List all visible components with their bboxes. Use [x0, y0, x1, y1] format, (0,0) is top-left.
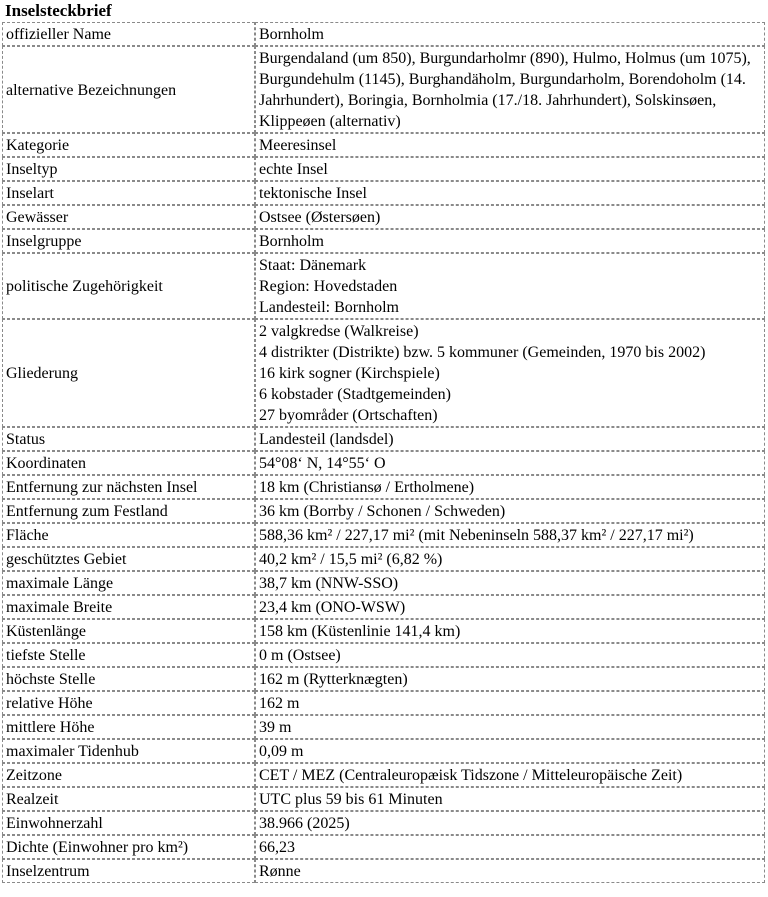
- row-value: CET / MEZ (Centraleuropæisk Tidszone / Mitteleuropäische Zeit): [255, 763, 765, 787]
- row-value: 23,4 km (ONO-WSW): [255, 595, 765, 619]
- row-label: Fläche: [2, 523, 255, 547]
- row-value: tektonische Insel: [255, 181, 765, 205]
- row-value: 0,09 m: [255, 739, 765, 763]
- row-label: Dichte (Einwohner pro km²): [2, 835, 255, 859]
- row-label: Küstenlänge: [2, 619, 255, 643]
- row-value: Ostsee (Østersøen): [255, 205, 765, 229]
- row-label: Entfernung zum Festland: [2, 499, 255, 523]
- row-label: maximaler Tidenhub: [2, 739, 255, 763]
- row-value-line: Region: Hovedstaden: [259, 278, 398, 295]
- row-value: 38.966 (2025): [255, 811, 765, 835]
- row-label: Status: [2, 427, 255, 451]
- table-row: [2, 22, 765, 46]
- table-row: [2, 547, 765, 571]
- table-row: [2, 763, 765, 787]
- row-value: Bornholm: [255, 229, 765, 253]
- table-row: [2, 133, 765, 157]
- row-value: [255, 319, 765, 427]
- page-title: Inselsteckbrief: [5, 1, 112, 20]
- row-value: 54°08‘ N, 14°55‘ O: [255, 451, 765, 475]
- row-label: mittlere Höhe: [2, 715, 255, 739]
- table-row: [2, 475, 765, 499]
- row-label: höchste Stelle: [2, 667, 255, 691]
- row-label: Zeitzone: [2, 763, 255, 787]
- row-label: Gliederung: [2, 319, 255, 427]
- table-row: [2, 523, 765, 547]
- row-value-line: Staat: Dänemark: [259, 257, 367, 274]
- row-value: 0 m (Ostsee): [255, 643, 765, 667]
- table-row: [2, 811, 765, 835]
- row-label: Realzeit: [2, 787, 255, 811]
- table-row: [2, 571, 765, 595]
- row-value: Burgendaland (um 850), Burgundarholmr (890), Hulmo, Holmus (um 1075), Burgundehulm (1145), Burghandäholm, Burgundarholm, Borendoholm (14. Jahrhundert), Boringia, Bornholmia (17./18. Jahrhundert), Solskinsøen, Klippeøen (alternativ): [255, 46, 765, 133]
- row-value: 36 km (Borrby / Schonen / Schweden): [255, 499, 765, 523]
- table-row: [2, 691, 765, 715]
- row-label: Entfernung zur nächsten Insel: [2, 475, 255, 499]
- row-label: tiefste Stelle: [2, 643, 255, 667]
- row-label: Gewässer: [2, 205, 255, 229]
- row-value: 162 m (Rytterknægten): [255, 667, 765, 691]
- table-row: [2, 643, 765, 667]
- row-label: Inselzentrum: [2, 859, 255, 883]
- row-value: 39 m: [255, 715, 765, 739]
- table-row: [2, 181, 765, 205]
- row-label: Inselart: [2, 181, 255, 205]
- table-row: [2, 253, 765, 319]
- row-value-line: Landesteil: Bornholm: [259, 299, 399, 316]
- row-label: Kategorie: [2, 133, 255, 157]
- row-value-line: 2 valgkredse (Walkreise): [259, 323, 419, 340]
- row-label: politische Zugehörigkeit: [2, 253, 255, 319]
- table-row: [2, 667, 765, 691]
- row-label: Inseltyp: [2, 157, 255, 181]
- row-value: 66,23: [255, 835, 765, 859]
- row-value: 162 m: [255, 691, 765, 715]
- row-label: relative Höhe: [2, 691, 255, 715]
- row-value: 38,7 km (NNW-SSO): [255, 571, 765, 595]
- row-label: Inselgruppe: [2, 229, 255, 253]
- row-value: 18 km (Christiansø / Ertholmene): [255, 475, 765, 499]
- table-row: [2, 205, 765, 229]
- row-value: Bornholm: [255, 22, 765, 46]
- row-value-line: 4 distrikter (Distrikte) bzw. 5 kommuner (Gemeinden, 1970 bis 2002): [259, 344, 706, 361]
- row-value-line: 6 kobstader (Stadtgemeinden): [259, 386, 451, 403]
- table-row: [2, 739, 765, 763]
- table-row: [2, 319, 765, 427]
- row-value: Meeresinsel: [255, 133, 765, 157]
- row-value: Landesteil (landsdel): [255, 427, 765, 451]
- table-row: [2, 787, 765, 811]
- row-value: Rønne: [255, 859, 765, 883]
- table-row: [2, 499, 765, 523]
- row-label: Koordinaten: [2, 451, 255, 475]
- row-label: geschütztes Gebiet: [2, 547, 255, 571]
- table-row: [2, 619, 765, 643]
- row-value: echte Insel: [255, 157, 765, 181]
- row-value: 588,36 km² / 227,17 mi² (mit Nebeninseln 588,37 km² / 227,17 mi²): [255, 523, 765, 547]
- row-label: maximale Länge: [2, 571, 255, 595]
- row-value: 40,2 km² / 15,5 mi² (6,82 %): [255, 547, 765, 571]
- table-row: [2, 229, 765, 253]
- table-row: [2, 595, 765, 619]
- row-value: 158 km (Küstenlinie 141,4 km): [255, 619, 765, 643]
- row-value-line: 16 kirk sogner (Kirchspiele): [259, 365, 440, 382]
- row-value: UTC plus 59 bis 61 Minuten: [255, 787, 765, 811]
- island-factsheet-table: [2, 22, 765, 883]
- table-row: [2, 451, 765, 475]
- table-row: [2, 46, 765, 133]
- table-row: [2, 835, 765, 859]
- row-label: offizieller Name: [2, 22, 255, 46]
- table-row: [2, 859, 765, 883]
- row-value: [255, 253, 765, 319]
- table-row: [2, 427, 765, 451]
- table-row: [2, 157, 765, 181]
- row-label: maximale Breite: [2, 595, 255, 619]
- table-row: [2, 715, 765, 739]
- row-label: Einwohnerzahl: [2, 811, 255, 835]
- row-value-line: 27 byområder (Ortschaften): [259, 407, 438, 424]
- row-label: alternative Bezeichnungen: [2, 46, 255, 133]
